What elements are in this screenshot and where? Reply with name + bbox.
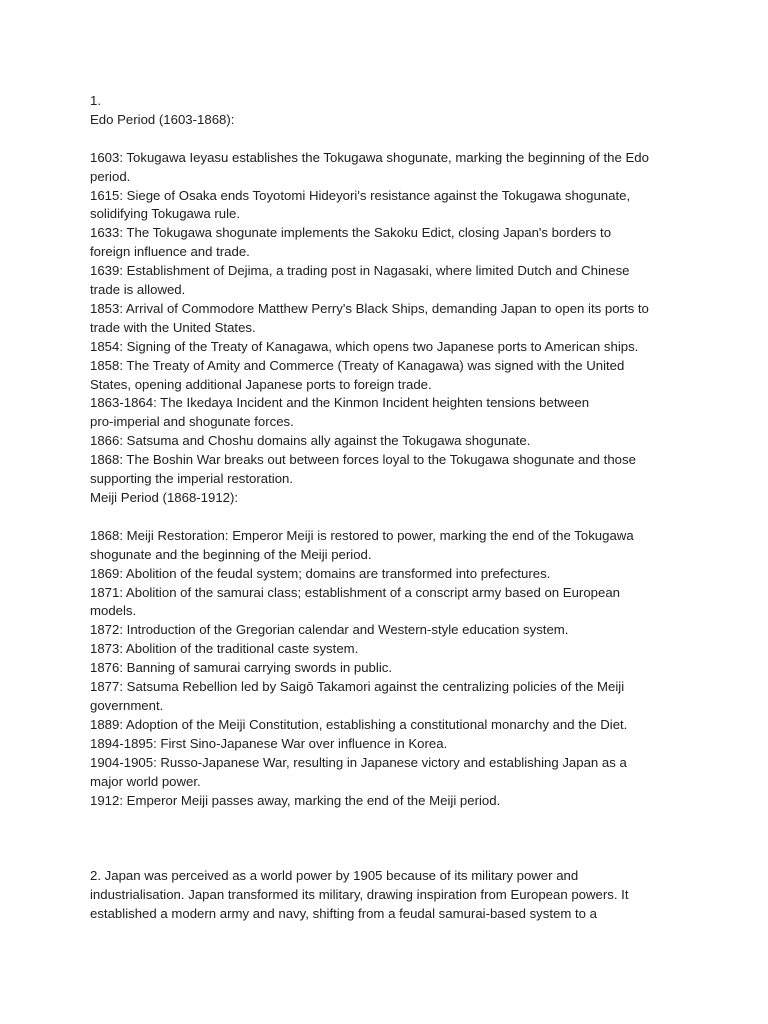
section-heading-meiji: Meiji Period (1868-1912): — [90, 490, 239, 506]
text-line: 1863-1864: The Ikedaya Incident and the Kinmon Incident heighten tensions between — [90, 395, 590, 411]
text-line: trade with the United States. — [90, 319, 256, 335]
section-heading-edo: Edo Period (1603-1868): — [90, 111, 235, 127]
text-line: 1876: Banning of samurai carrying swords in public. — [90, 660, 393, 676]
blank-line — [90, 848, 680, 867]
blank-line — [90, 508, 680, 527]
answer-text-line: established a modern army and navy, shifting from a feudal samurai-based system to a — [90, 905, 597, 921]
text-line: government. — [90, 697, 164, 713]
text-line: 1868: Meiji Restoration: Emperor Meiji is restored to power, marking the end of the Tokugawa — [90, 527, 634, 543]
text-line: 1853: Arrival of Commodore Matthew Perry's Black Ships, demanding Japan to open its ports to — [90, 300, 649, 316]
text-line: pro-imperial and shogunate forces. — [90, 414, 294, 430]
text-line: major world power. — [90, 773, 201, 789]
text-line: 1871: Abolition of the samurai class; establishment of a conscript army based on European — [90, 584, 620, 600]
text-line: 1615: Siege of Osaka ends Toyotomi Hideyori's resistance against the Tokugawa shogunate, — [90, 187, 631, 203]
document-page — [90, 92, 680, 924]
text-line: 1873: Abolition of the traditional caste system. — [90, 641, 359, 657]
text-line: 1872: Introduction of the Gregorian calendar and Western-style education system. — [90, 622, 569, 638]
section-number: 1. — [90, 93, 101, 108]
text-line: 1912: Emperor Meiji passes away, marking the end of the Meiji period. — [90, 792, 501, 808]
text-line: 1858: The Treaty of Amity and Commerce (Treaty of Kanagawa) was signed with the United — [90, 357, 625, 373]
text-line: 1854: Signing of the Treaty of Kanagawa, which opens two Japanese ports to American ships. — [90, 338, 639, 354]
text-line: States, opening additional Japanese ports to foreign trade. — [90, 376, 432, 392]
text-line: 1869: Abolition of the feudal system; domains are transformed into prefectures. — [90, 565, 551, 581]
answer-text-line: industrialisation. Japan transformed its military, drawing inspiration from European powers. It — [90, 886, 629, 902]
text-line: 1639: Establishment of Dejima, a trading post in Nagasaki, where limited Dutch and Chinese — [90, 263, 630, 279]
text-line: shogunate and the beginning of the Meiji period. — [90, 546, 372, 562]
text-line: supporting the imperial restoration. — [90, 471, 294, 487]
text-line: period. — [90, 168, 131, 184]
text-line: trade is allowed. — [90, 282, 186, 298]
text-line: foreign influence and trade. — [90, 244, 250, 260]
text-line: 1894-1895: First Sino-Japanese War over influence in Korea. — [90, 735, 448, 751]
text-line: 1633: The Tokugawa shogunate implements the Sakoku Edict, closing Japan's borders to — [90, 225, 612, 241]
text-line: 1904-1905: Russo-Japanese War, resulting in Japanese victory and establishing Japan as a — [90, 754, 627, 770]
text-line: 1868: The Boshin War breaks out between forces loyal to the Tokugawa shogunate and those — [90, 452, 636, 468]
blank-line — [90, 810, 680, 829]
text-line: models. — [90, 603, 137, 619]
blank-line — [90, 130, 680, 149]
blank-line — [90, 829, 680, 848]
text-line: solidifying Tokugawa rule. — [90, 206, 241, 222]
text-line: 1889: Adoption of the Meiji Constitution, establishing a constitutional monarchy and the Diet. — [90, 716, 628, 732]
text-line: 1603: Tokugawa Ieyasu establishes the Tokugawa shogunate, marking the beginning of the Edo — [90, 149, 649, 165]
text-line: 1866: Satsuma and Choshu domains ally against the Tokugawa shogunate. — [90, 433, 531, 449]
text-line: 1877: Satsuma Rebellion led by Saigō Takamori against the centralizing policies of the Meiji — [90, 679, 625, 695]
answer-text-line: 2. Japan was perceived as a world power by 1905 because of its military power and — [90, 868, 579, 884]
